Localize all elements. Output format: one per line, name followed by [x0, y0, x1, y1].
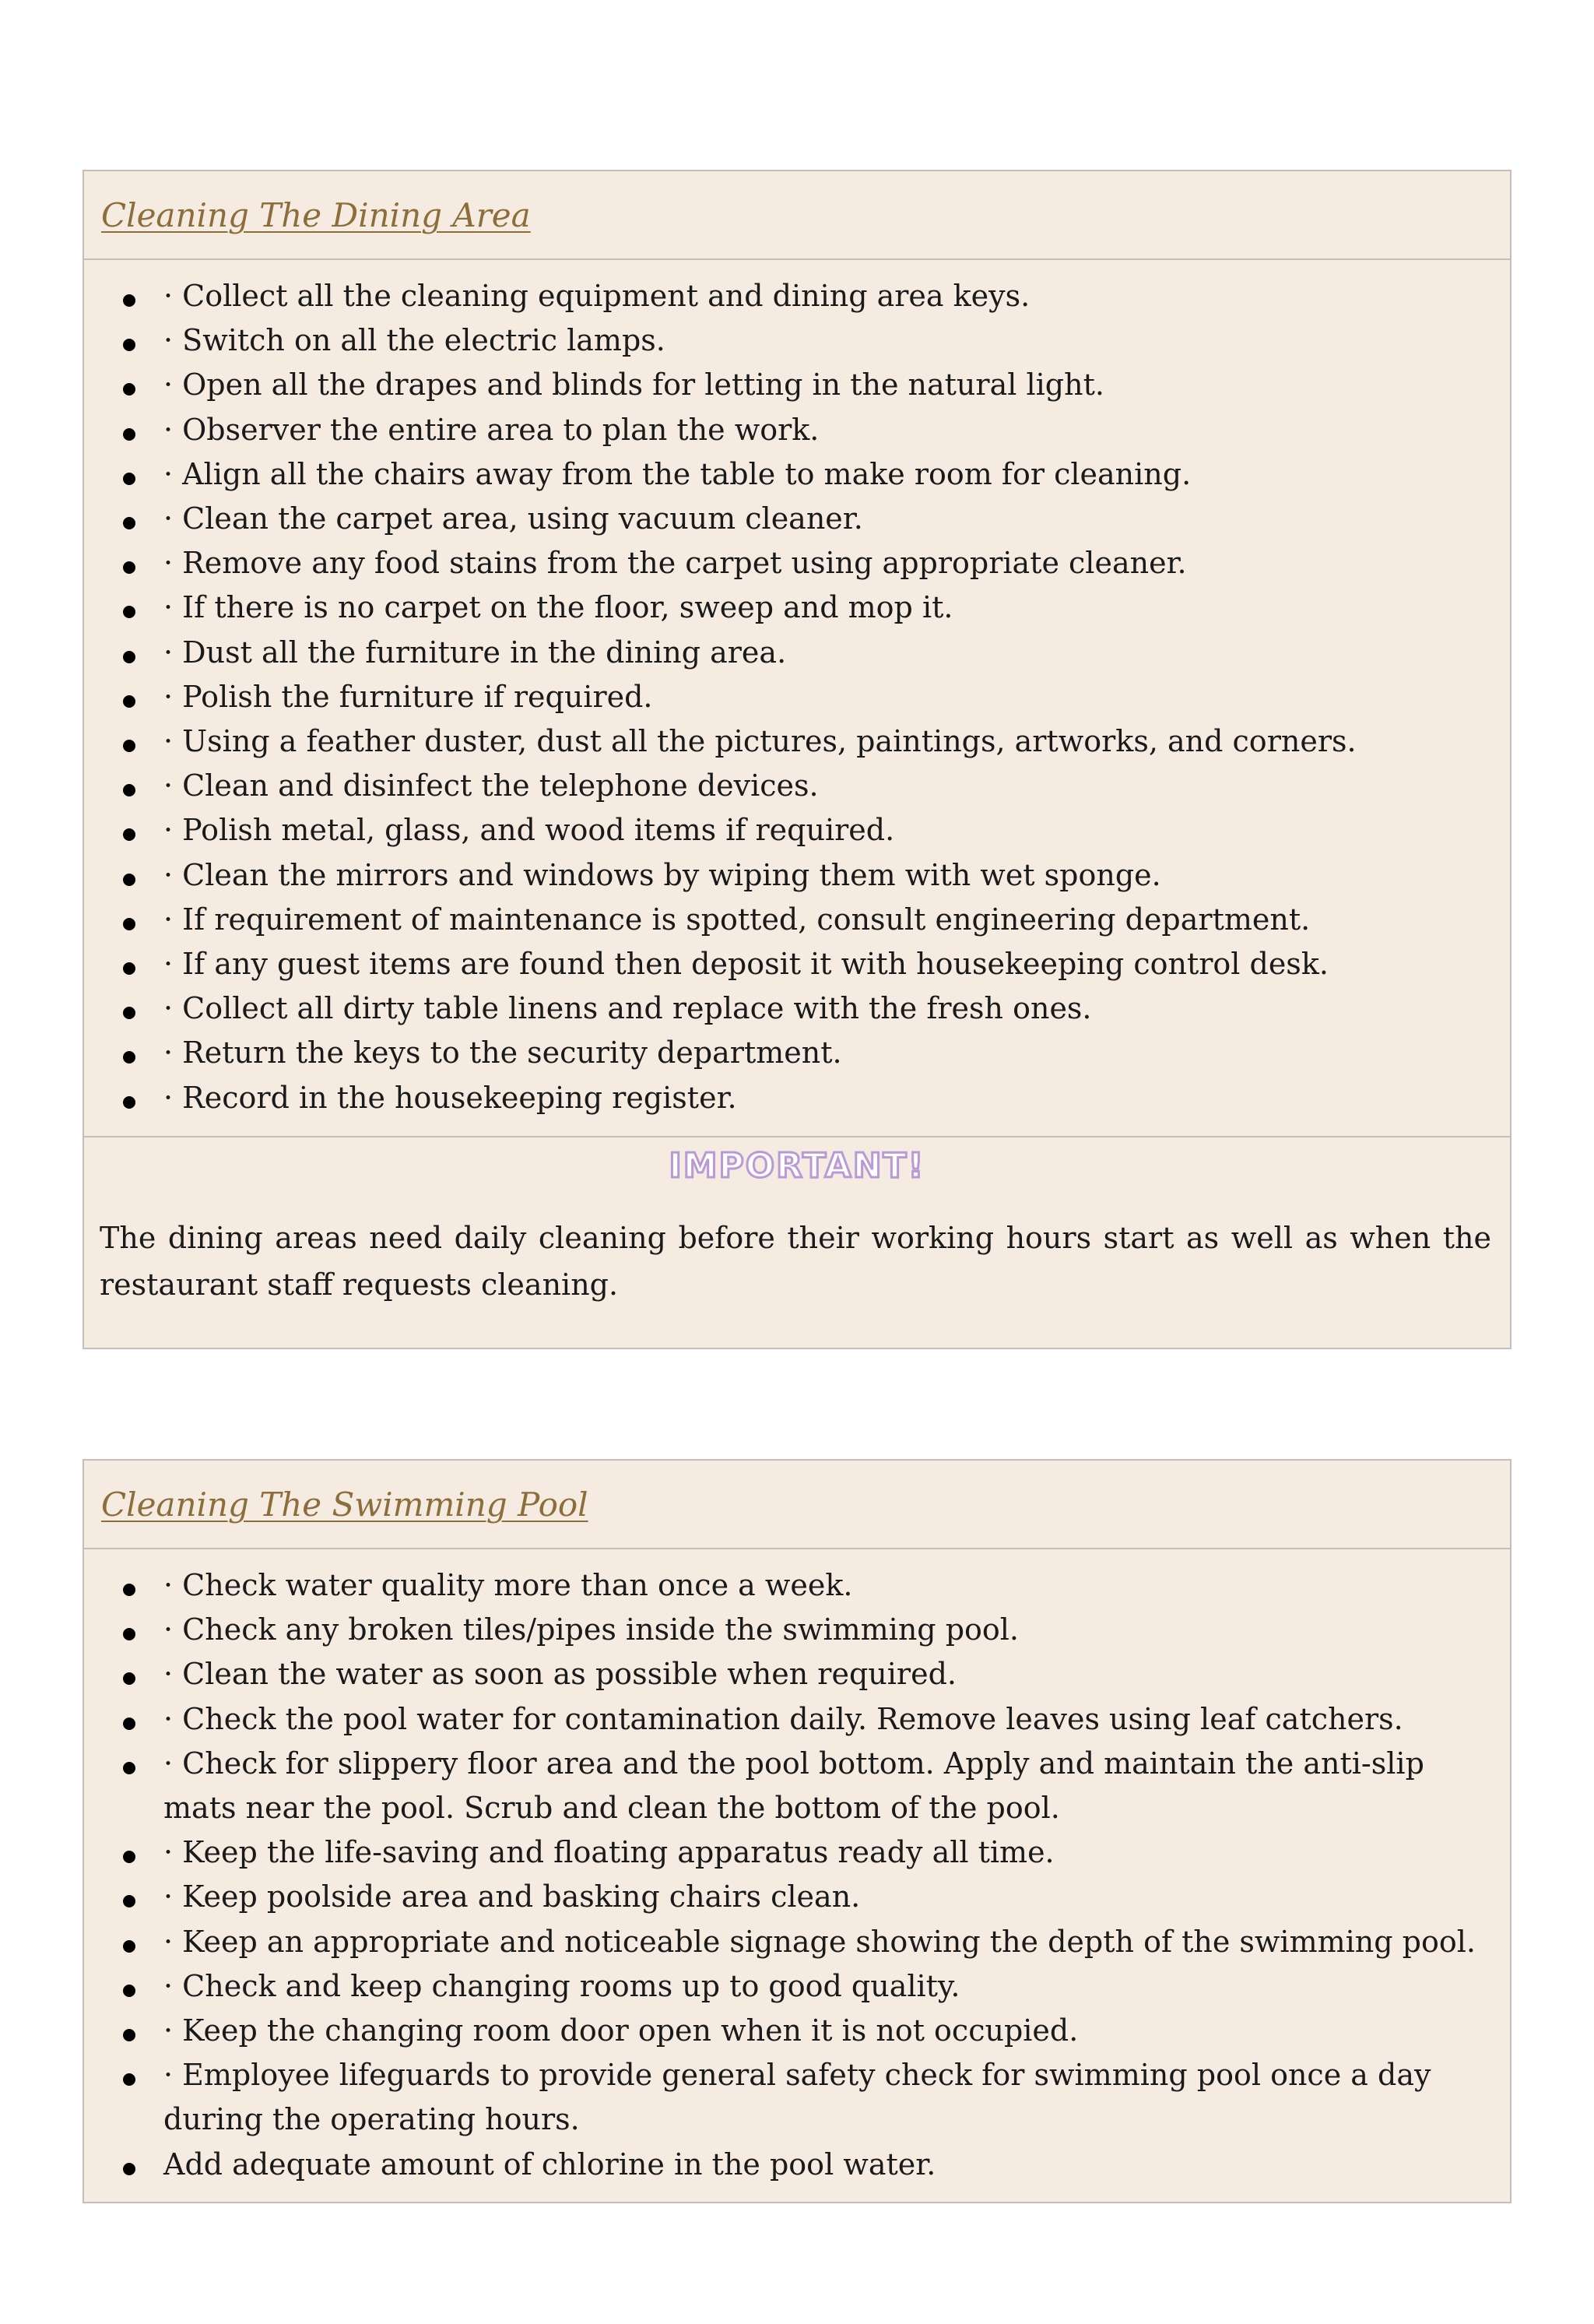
- list-item: · Check the pool water for contamination daily. Remove leaves using leaf catchers.: [84, 1697, 1510, 1742]
- swimming-pool-card: [83, 1459, 1511, 2203]
- list-item: · If any guest items are found then deposit it with housekeeping control desk.: [84, 942, 1510, 986]
- dining-area-title[interactable]: Cleaning The Dining Area: [101, 195, 531, 234]
- list-item: · Align all the chairs away from the table to make room for cleaning.: [84, 452, 1510, 497]
- swimming-pool-header: [84, 1461, 1510, 1549]
- list-item: · Keep poolside area and basking chairs clean.: [84, 1875, 1510, 1919]
- list-item: · Check and keep changing rooms up to good quality.: [84, 1964, 1510, 2009]
- swimming-pool-title[interactable]: Cleaning The Swimming Pool: [101, 1485, 588, 1524]
- list-item: · Polish metal, glass, and wood items if required.: [84, 808, 1510, 853]
- list-item: · Dust all the furniture in the dining area.: [84, 631, 1510, 675]
- list-item: Add adequate amount of chlorine in the pool water.: [84, 2143, 1510, 2187]
- list-item: · Keep an appropriate and noticeable signage showing the depth of the swimming pool.: [84, 1920, 1510, 1964]
- list-item: · Collect all the cleaning equipment and dining area keys.: [84, 274, 1510, 318]
- section-divider: [84, 1136, 1510, 1137]
- list-item: · Switch on all the electric lamps.: [84, 318, 1510, 363]
- list-item: · Open all the drapes and blinds for letting in the natural light.: [84, 363, 1510, 407]
- list-item: · Clean the carpet area, using vacuum cleaner.: [84, 497, 1510, 541]
- list-item: · Return the keys to the security department.: [84, 1031, 1510, 1075]
- dining-area-checklist: [84, 260, 1510, 1120]
- list-item: · Clean and disinfect the telephone devices.: [84, 764, 1510, 808]
- list-item: · Clean the mirrors and windows by wiping them with wet sponge.: [84, 853, 1510, 898]
- important-label: IMPORTANT!: [669, 1146, 925, 1186]
- list-item: · Check water quality more than once a week.: [84, 1563, 1510, 1608]
- list-item: · Keep the life-saving and floating apparatus ready all time.: [84, 1830, 1510, 1875]
- list-item: · Polish the furniture if required.: [84, 675, 1510, 719]
- dining-area-card: [83, 170, 1511, 1349]
- important-banner: [84, 1146, 1510, 1186]
- list-item: · Remove any food stains from the carpet using appropriate cleaner.: [84, 541, 1510, 585]
- list-item: · Clean the water as soon as possible when required.: [84, 1652, 1510, 1696]
- dining-area-note: The dining areas need daily cleaning before their working hours start as well as when the restaurant staff requests cleaning.: [100, 1221, 1491, 1302]
- list-item: · If requirement of maintenance is spotted, consult engineering department.: [84, 898, 1510, 942]
- list-item: · Check for slippery floor area and the pool bottom. Apply and maintain the anti-slip mats near the pool. Scrub and clean the bottom of the pool.: [84, 1742, 1510, 1830]
- list-item: · Using a feather duster, dust all the pictures, paintings, artworks, and corners.: [84, 719, 1510, 764]
- list-item: · Employee lifeguards to provide general safety check for swimming pool once a day during the operating hours.: [84, 2053, 1510, 2142]
- swimming-pool-checklist: [84, 1549, 1510, 2187]
- list-item: · Check any broken tiles/pipes inside the swimming pool.: [84, 1608, 1510, 1652]
- list-item: · Record in the housekeeping register.: [84, 1076, 1510, 1120]
- list-item: · Observer the entire area to plan the work.: [84, 408, 1510, 452]
- dining-area-header: [84, 171, 1510, 260]
- list-item: · If there is no carpet on the floor, sweep and mop it.: [84, 585, 1510, 630]
- list-item: · Collect all dirty table linens and replace with the fresh ones.: [84, 986, 1510, 1031]
- list-item: · Keep the changing room door open when it is not occupied.: [84, 2009, 1510, 2053]
